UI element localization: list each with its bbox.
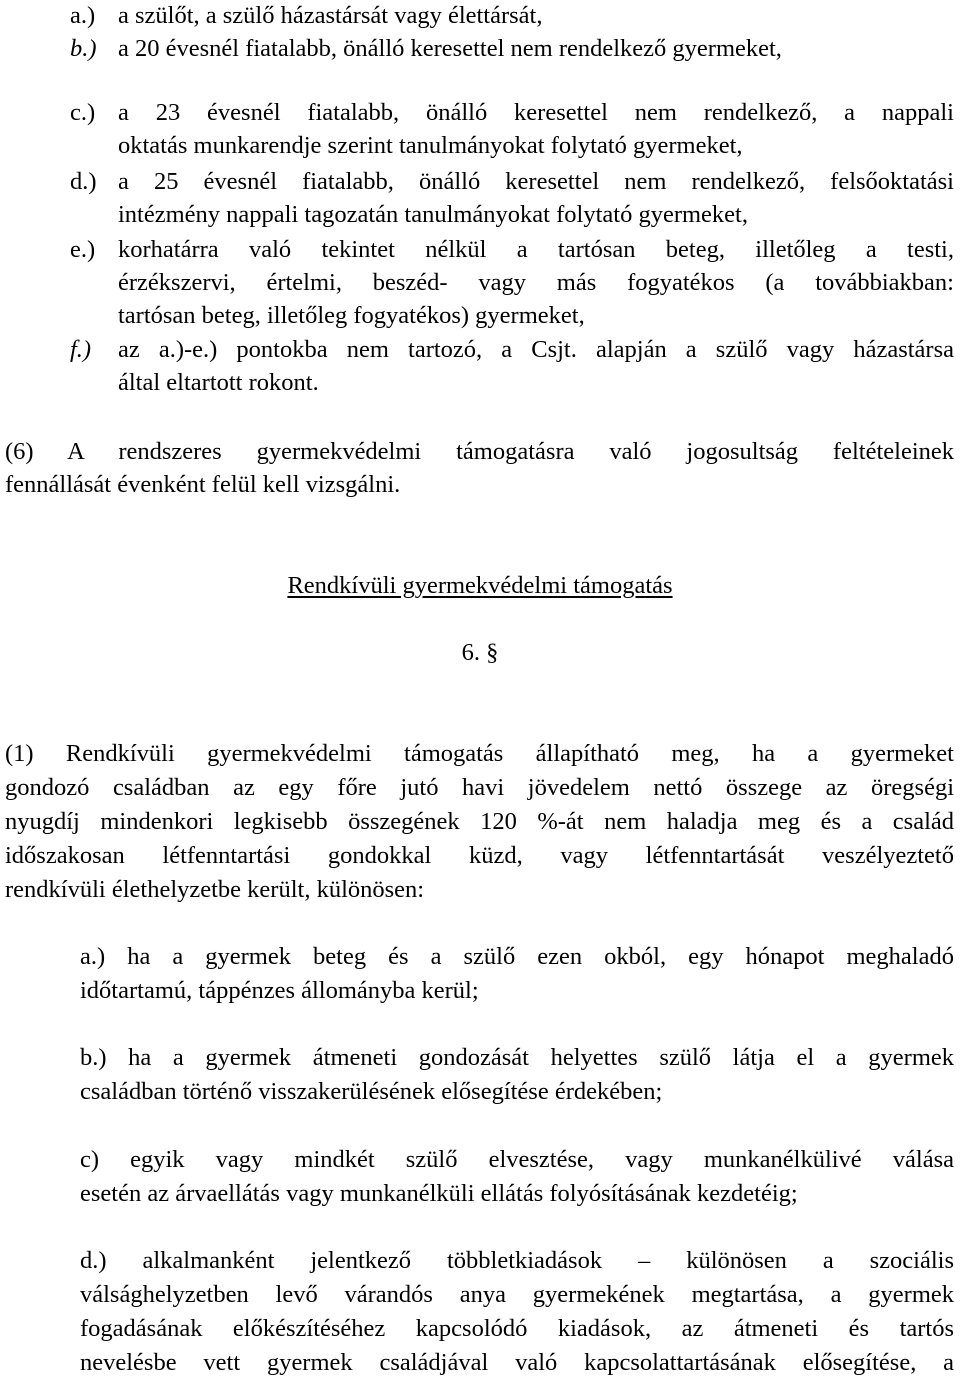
section-heading [0,574,960,599]
sub-item-line: a.) ha a gyermek beteg és a szülő ezen okból, egy hónapot meghaladó [80,943,954,970]
list-text: oktatás munkarendje szerint tanulmányokat folytató gyermeket, [118,132,743,159]
list-label: c.) [70,99,96,126]
list-label: a.) [70,2,96,29]
list-text: által eltartott rokont. [118,369,319,396]
list-text: a 23 évesnél fiatalabb, önálló keresettel nem rendelkező, a nappali [118,99,954,126]
sub-item-line: nevelésbe vett gyermek családjával való kapcsolattartásának elősegítése, a [80,1349,954,1376]
sub-item-line: c) egyik vagy mindkét szülő elvesztése, vagy munkanélkülivé válása [80,1146,954,1173]
sub-item-line: b.) ha a gyermek átmeneti gondozását helyettes szülő látja el a gyermek [80,1044,954,1071]
paragraph-line: (1) Rendkívüli gyermekvédelmi támogatás állapítható meg, ha a gyermeket [5,740,954,767]
list-text: a szülőt, a szülő házastársát vagy élettársát, [118,2,543,29]
paragraph-line: gondozó családban az egy főre jutó havi jövedelem nettó összege az öregségi [5,774,954,801]
sub-item-line: esetén az árvaellátás vagy munkanélküli ellátás folyósításának kezdetéig; [80,1180,798,1207]
sub-item-line: fogadásának előkészítéséhez kapcsolódó kiadások, az átmeneti és tartós [80,1315,954,1342]
paragraph-line: (6) A rendszeres gyermekvédelmi támogatásra való jogosultság feltételeinek [5,438,954,465]
list-label: b.) [70,35,97,62]
list-text: a 20 évesnél fiatalabb, önálló keresettel nem rendelkező gyermeket, [118,35,782,62]
list-label: e.) [70,236,96,263]
sub-item-line: családban történő visszakerülésének elősegítése érdekében; [80,1078,663,1105]
list-text: az a.)-e.) pontokba nem tartozó, a Csjt. alapján a szülő vagy házastársa [118,336,954,363]
list-text: korhatárra való tekintet nélkül a tartósan beteg, illetőleg a testi, [118,236,954,263]
list-text: a 25 évesnél fiatalabb, önálló keresettel nem rendelkező, felsőoktatási [118,168,954,195]
paragraph-line: rendkívüli élethelyzetbe került, különösen: [5,876,425,903]
list-label: d.) [70,168,97,195]
list-text: intézmény nappali tagozatán tanulmányokat folytató gyermeket, [118,201,748,228]
paragraph-line: nyugdíj mindenkori legkisebb összegének 120 %-át nem haladja meg és a család [5,808,954,835]
list-text: tartósan beteg, illetőleg fogyatékos) gyermeket, [118,302,585,329]
paragraph-line: időszakosan létfenntartási gondokkal küzd, vagy létfenntartását veszélyeztető [5,842,954,869]
list-text: érzékszervi, értelmi, beszéd- vagy más fogyatékos (a továbbiakban: [118,269,954,296]
paragraph-line: fennállását évenként felül kell vizsgálni. [5,471,401,498]
sub-item-line: időtartamú, táppénzes állományba kerül; [80,977,479,1004]
section-number: 6. § [461,639,499,666]
sub-item-line: d.) alkalmanként jelentkező többletkiadások – különösen a szociális [80,1247,954,1274]
sub-item-line: válsághelyzetben levő várandós anya gyermekének megtartása, a gyermek [80,1281,954,1308]
list-label: f.) [70,336,92,363]
section-heading-text: Rendkívüli gyermekvédelmi támogatás [287,572,673,599]
